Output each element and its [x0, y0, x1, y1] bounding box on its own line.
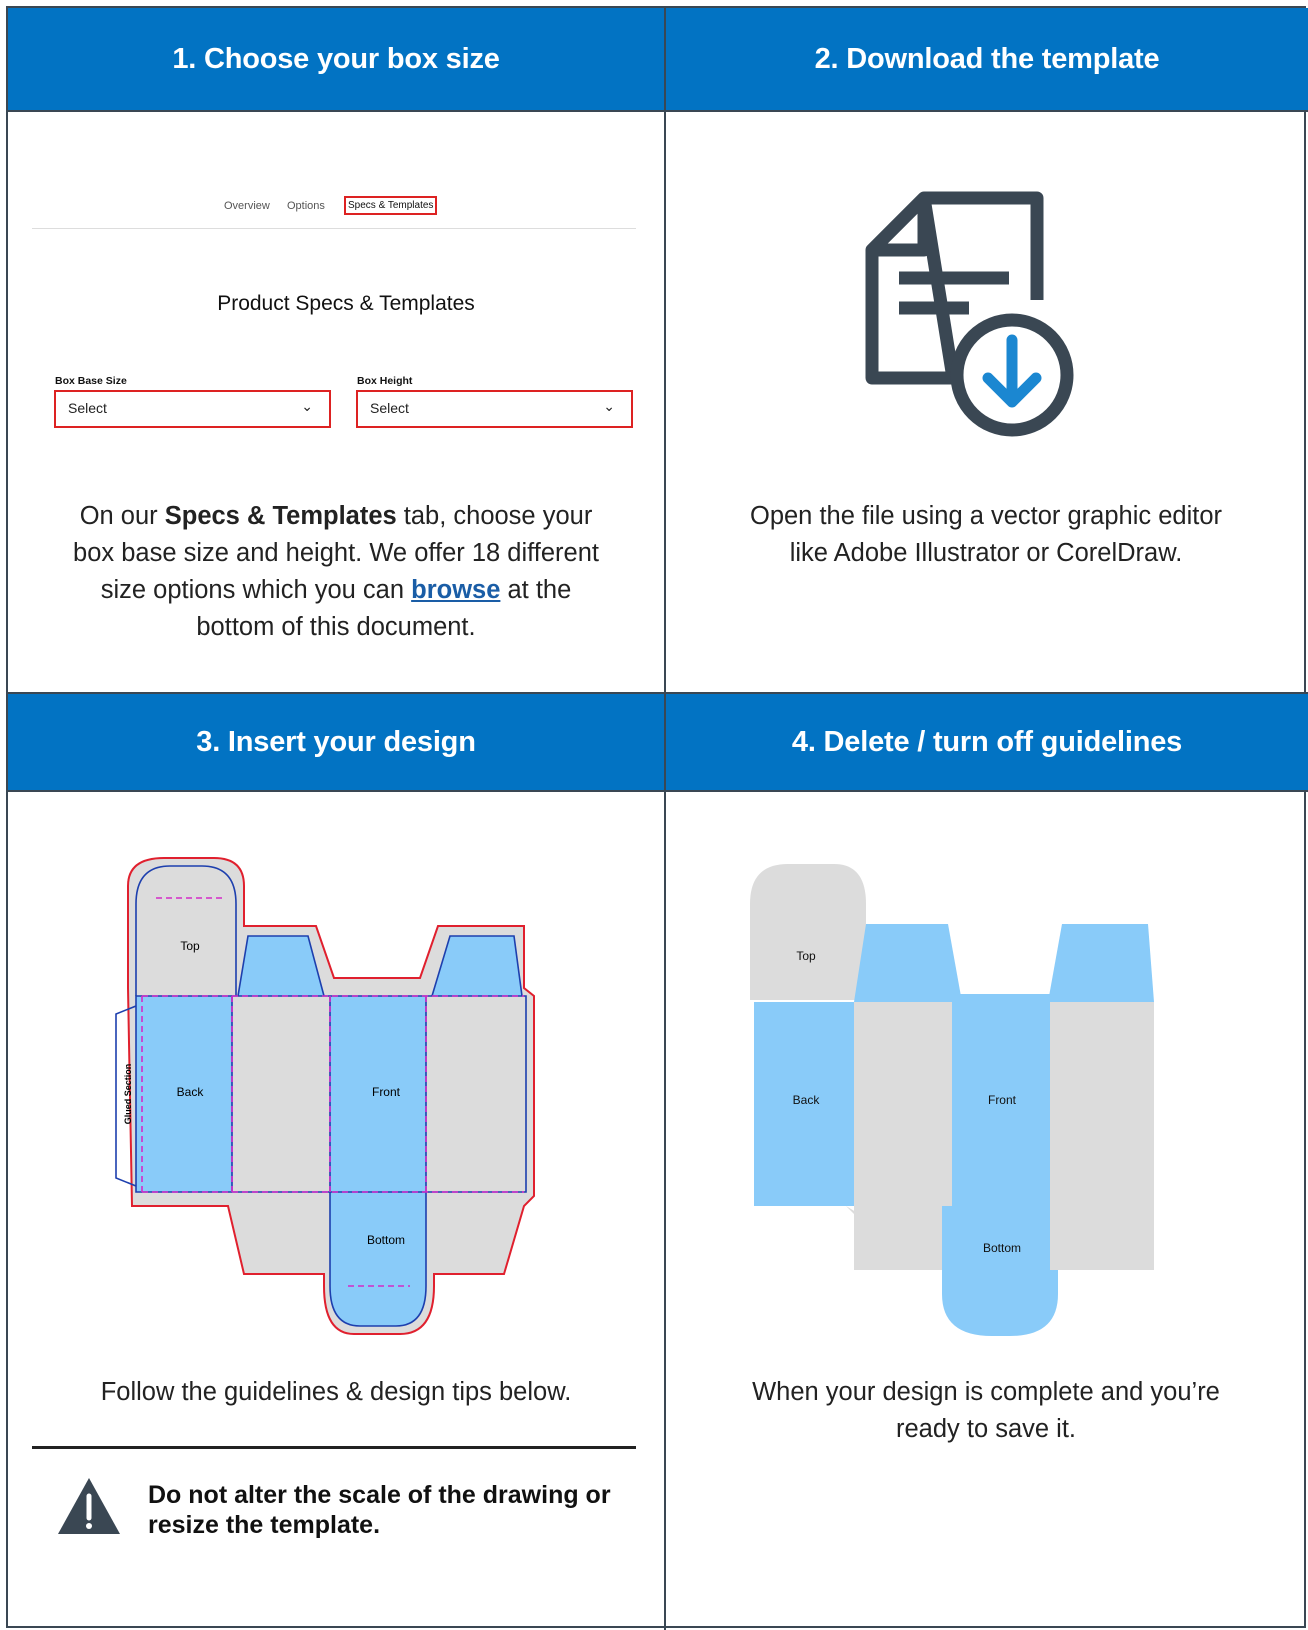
instructions-grid [6, 6, 1306, 1628]
step-1-desc-text: On our [79, 502, 165, 530]
front-label: Front [987, 1093, 1017, 1107]
step-1-description [66, 498, 606, 646]
file-download-icon [864, 190, 1104, 450]
box-base-size-select[interactable] [54, 390, 331, 428]
top-label: Top [180, 939, 200, 953]
step-2-header [666, 8, 1308, 110]
bottom-label: Bottom [366, 1233, 406, 1247]
tab-overview[interactable]: Overview [224, 200, 270, 212]
browse-link[interactable]: browse [411, 576, 501, 604]
step-2-description: Open the file using a vector graphic editor like Adobe Illustrator or CorelDraw. [749, 502, 1223, 567]
step-1-title: 1. Choose your box size [172, 42, 500, 75]
box-template-clean [748, 864, 1168, 1344]
bottom-panel [330, 1192, 426, 1326]
step-2-panel [666, 112, 1308, 692]
step-3-title: 3. Insert your design [196, 725, 476, 758]
back-label: Back [176, 1085, 204, 1099]
box-height-select[interactable] [356, 390, 633, 428]
bottom-label: Bottom [982, 1241, 1022, 1255]
box-height-label: Box Height [357, 375, 413, 387]
step-4-panel [666, 792, 1308, 1630]
top-label: Top [796, 949, 816, 963]
mini-page-title: Product Specs & Templates [217, 292, 475, 315]
step-1-desc-text: at the bottom of this document. [196, 576, 572, 641]
step-3-description: Follow the guidelines & design tips below. [100, 1378, 572, 1406]
step-4-title: 4. Delete / turn off guidelines [791, 725, 1183, 758]
tab-options[interactable]: Options [287, 200, 325, 212]
tab-specs-templates[interactable]: Specs & Templates [344, 196, 437, 215]
step-1-panel [8, 112, 664, 692]
box-template-with-guidelines [104, 856, 564, 1356]
step-2-title: 2. Download the template [814, 42, 1160, 75]
right-flap [1048, 924, 1154, 1002]
box-height-value: Select [370, 400, 409, 416]
step-1-desc-bold: Specs & Templates [164, 502, 397, 530]
chevron-down-icon: ⌄ [301, 398, 313, 414]
warning-icon [56, 1476, 122, 1536]
warning-divider [32, 1446, 636, 1449]
box-base-size-label: Box Base Size [55, 375, 127, 387]
tabs-divider [32, 228, 636, 229]
glued-section-label: Glued Section [123, 1063, 133, 1125]
step-3-header [8, 694, 664, 790]
back-label: Back [792, 1093, 820, 1107]
left-flap [854, 924, 962, 1002]
top-panel [750, 864, 866, 1000]
step-3-panel [8, 792, 664, 1630]
box-base-size-value: Select [68, 400, 107, 416]
chevron-down-icon: ⌄ [603, 398, 615, 414]
front-label: Front [371, 1085, 401, 1099]
bottom-panel [942, 1206, 1058, 1336]
warning-text: Do not alter the scale of the drawing or resize the template. [148, 1481, 611, 1539]
step-1-header [8, 8, 664, 110]
step-4-header [666, 694, 1308, 790]
step-4-description: When your design is complete and you’re ready to save it. [752, 1378, 1220, 1443]
step-1-desc-text: tab, choose your box base size and height. We offer 18 different size options which you can [73, 502, 599, 604]
